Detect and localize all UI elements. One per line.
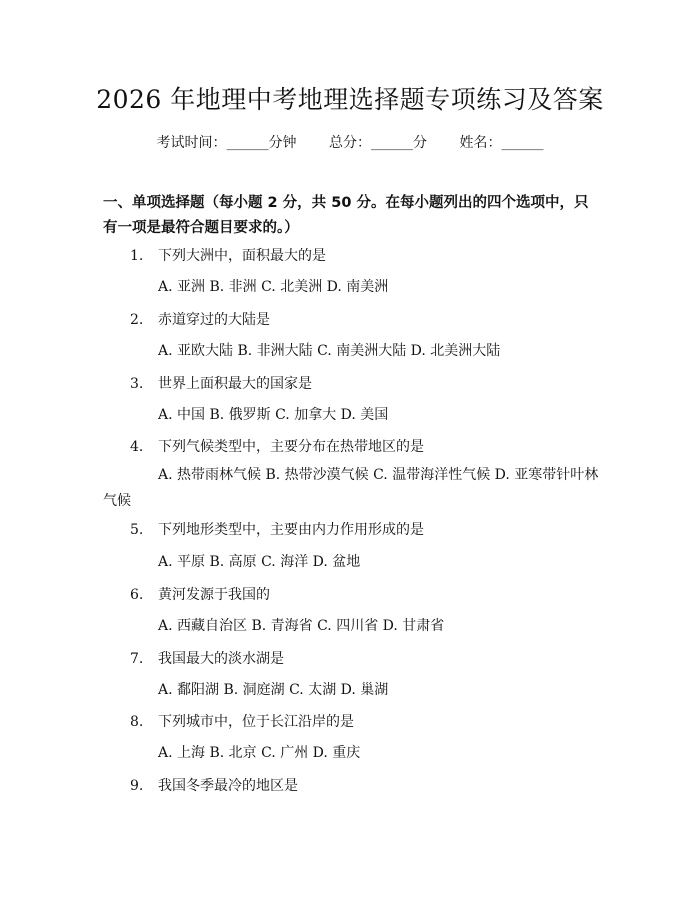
question-number: 1. xyxy=(130,248,144,264)
question-2-options: A. 亚欧大陆 B. 非洲大陆 C. 南美洲大陆 D. 北美洲大陆 xyxy=(158,343,501,359)
question-1 xyxy=(130,245,326,265)
question-5-options: A. 平原 B. 高原 C. 海洋 D. 盆地 xyxy=(158,554,361,570)
question-text: 下列气候类型中，主要分布在热带地区的是 xyxy=(158,439,424,455)
question-6-options: A. 西藏自治区 B. 青海省 C. 四川省 D. 甘肃省 xyxy=(158,618,445,634)
question-number: 7. xyxy=(130,651,144,667)
question-8 xyxy=(130,711,354,731)
question-number: 4. xyxy=(130,439,144,455)
question-9 xyxy=(130,775,298,795)
total-score: 总分：______分 xyxy=(329,135,427,151)
question-3-options: A. 中国 B. 俄罗斯 C. 加拿大 D. 美国 xyxy=(158,407,389,423)
question-8-options: A. 上海 B. 北京 C. 广州 D. 重庆 xyxy=(158,745,361,761)
question-text: 我国最大的淡水湖是 xyxy=(158,651,284,667)
question-3 xyxy=(130,373,312,393)
question-7 xyxy=(130,648,284,668)
question-number: 8. xyxy=(130,714,144,730)
section-heading: 一、单项选择题（每小题 2 分，共 50 分。在每小题列出的四个选项中，只有一项是最符合题目要求的。） xyxy=(103,195,589,236)
question-number: 3. xyxy=(130,376,144,392)
exam-meta xyxy=(0,132,700,152)
question-5 xyxy=(130,519,424,539)
question-text: 下列城市中，位于长江沿岸的是 xyxy=(158,714,354,730)
question-4 xyxy=(130,436,424,456)
question-text: 下列大洲中，面积最大的是 xyxy=(158,248,326,264)
student-name: 姓名：______ xyxy=(459,135,544,151)
question-number: 9. xyxy=(130,778,144,794)
question-6 xyxy=(130,584,270,604)
question-4-options: A. 热带雨林气候 B. 热带沙漠气候 C. 温带海洋性气候 D. 亚寒带针叶林气候 xyxy=(103,467,599,509)
question-text: 下列地形类型中，主要由内力作用形成的是 xyxy=(158,522,424,538)
question-2 xyxy=(130,309,270,329)
page-title: 2026 年地理中考地理选择题专项练习及答案 xyxy=(96,85,604,114)
question-7-options: A. 鄱阳湖 B. 洞庭湖 C. 太湖 D. 巢湖 xyxy=(158,682,389,698)
question-text: 我国冬季最冷的地区是 xyxy=(158,778,298,794)
question-number: 2. xyxy=(130,312,144,328)
question-text: 世界上面积最大的国家是 xyxy=(158,376,312,392)
question-text: 赤道穿过的大陆是 xyxy=(158,312,270,328)
exam-time: 考试时间：______分钟 xyxy=(156,135,297,151)
question-number: 6. xyxy=(130,587,144,603)
question-1-options: A. 亚洲 B. 非洲 C. 北美洲 D. 南美洲 xyxy=(158,279,389,295)
question-text: 黄河发源于我国的 xyxy=(158,587,270,603)
question-number: 5. xyxy=(130,522,144,538)
